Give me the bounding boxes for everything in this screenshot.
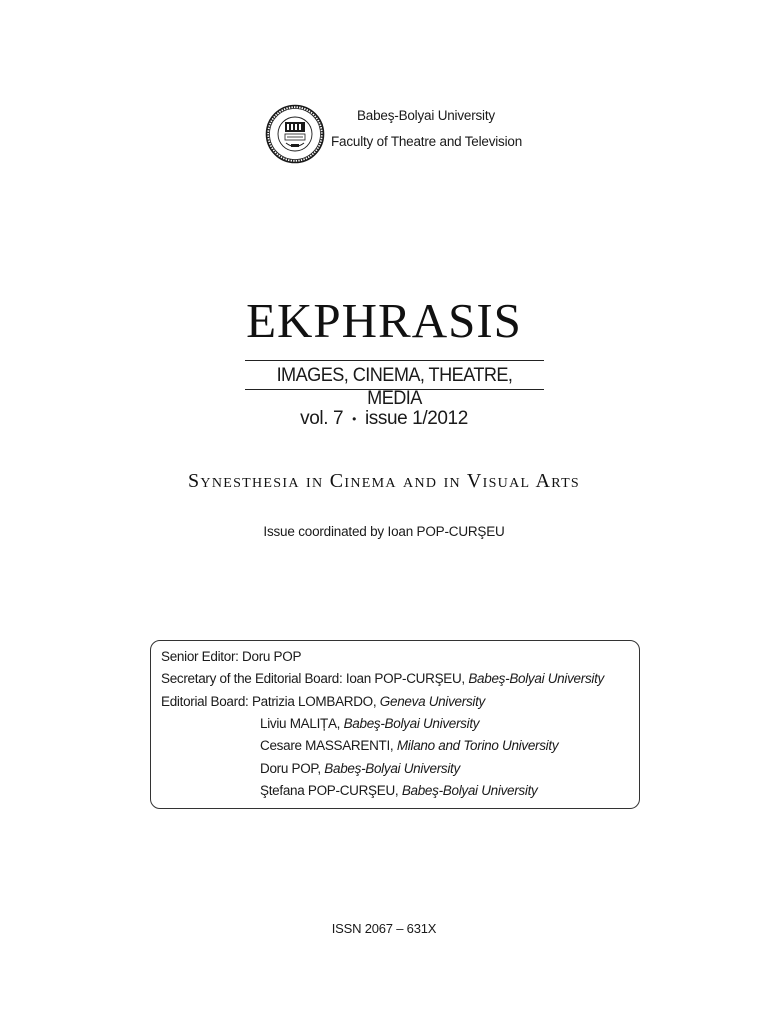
board-member [260, 716, 479, 731]
member-affiliation: Milano and Torino University [396, 738, 559, 753]
university-seal-icon [265, 104, 325, 164]
senior-editor: Senior Editor: Doru POP [161, 649, 302, 664]
separator-dot: • [352, 411, 356, 426]
volume-number: vol. 7 [300, 408, 344, 429]
journal-subtitle: IMAGES, CINEMA, THEATRE, MEDIA [276, 364, 513, 409]
issue-number: issue 1/2012 [364, 408, 468, 429]
journal-title: EKPHRASIS [246, 293, 522, 348]
board-label: Editorial Board: [161, 694, 252, 709]
member-affiliation: Geneva University [379, 694, 485, 709]
faculty-name: Faculty of Theatre and Television [331, 134, 523, 149]
board-member [260, 738, 558, 753]
divider [245, 360, 544, 361]
board-member [260, 783, 537, 798]
editorial-board-box [150, 640, 640, 809]
member-name: Cesare MASSARENTI, [260, 738, 397, 753]
member-affiliation: Babeş-Bolyai University [401, 783, 538, 798]
member-affiliation: Babeş-Bolyai University [324, 761, 460, 776]
divider [245, 389, 544, 390]
university-name: Babeş-Bolyai University [357, 108, 495, 123]
issue-coordinator: Issue coordinated by Ioan POP-CURŞEU [263, 524, 505, 539]
member-name: Doru POP, [260, 761, 325, 776]
secretary-affiliation: Babeş-Bolyai University [468, 671, 604, 686]
member-name: Liviu MALIȚA, [260, 716, 344, 731]
volume-issue [0, 408, 768, 430]
member-affiliation: Babeş-Bolyai University [343, 716, 480, 731]
member-name: Ştefana POP-CURŞEU, [260, 783, 402, 798]
secretary-name: Secretary of the Editorial Board: Ioan POP-CURŞEU, [161, 671, 469, 686]
member-name: Patrizia LOMBARDO, [251, 694, 380, 709]
issn: ISSN 2067 – 631X [331, 921, 437, 936]
board-secretary [161, 671, 604, 686]
board-member [161, 694, 485, 709]
issue-theme: Synesthesia in Cinema and in Visual Arts [187, 470, 581, 492]
board-member [260, 761, 460, 776]
